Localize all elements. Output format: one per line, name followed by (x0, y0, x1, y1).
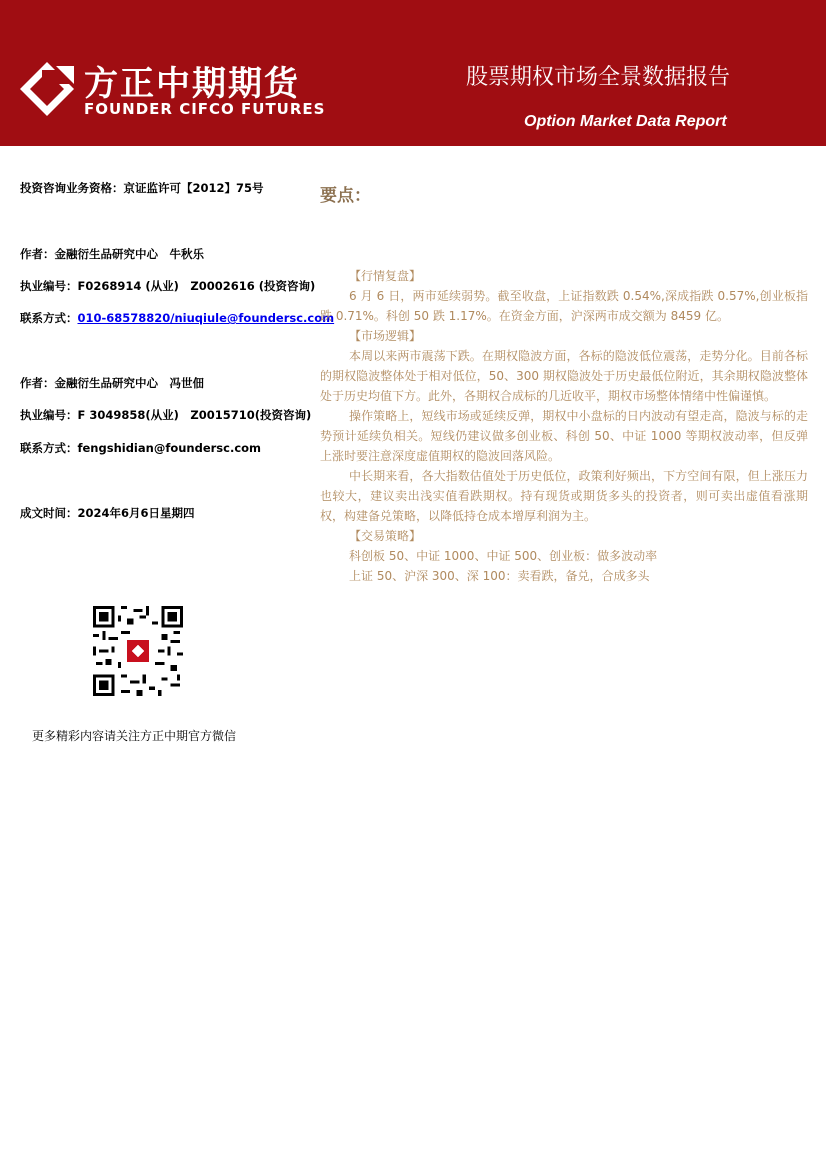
founder-logo-icon (18, 60, 76, 118)
contact-1-link[interactable]: 010-68578820/niuqiule@foundersc.com (77, 311, 335, 325)
logo-chinese-name: 方正中期期货 (84, 64, 300, 104)
section-heading-trading: 【交易策略】 (349, 529, 422, 543)
wechat-qr-code-icon (93, 606, 183, 696)
written-date: 成文时间：2024年6月6日星期四 (20, 506, 195, 520)
author-2: 作者：金融衍生品研究中心 冯世佃 (20, 376, 204, 390)
report-subtitle: Option Market Data Report (524, 113, 727, 130)
contact-1-label: 联系方式： (20, 311, 78, 325)
trading-strategy-1: 科创板 50、中证 1000、中证 500、创业板：做多波动率 (349, 549, 658, 563)
qr-caption: 更多精彩内容请关注方正中期官方微信 (32, 729, 237, 743)
cert-number-2: 执业编号：F 3049858(从业) Z0015710(投资咨询) (20, 408, 312, 422)
logo-english-name: FOUNDER CIFCO FUTURES (84, 100, 326, 118)
paragraph-long-term: 中长期来看，各大指数估值处于历史低位，政策利好频出，下方空间有限，但上涨压力也较大，建议卖出浅实值看跌期权。持有现货或期货多头的投资者，则可卖出虚值看涨期权，构建备兑策略，以降低持仓成本增厚利润为主。 (320, 469, 808, 523)
report-header (0, 0, 826, 146)
contact-1 (20, 310, 334, 326)
keypoints-title: 要点： (320, 186, 371, 206)
section-heading-logic: 【市场逻辑】 (349, 329, 422, 343)
report-title: 股票期权市场全景数据报告 (466, 65, 731, 90)
section-heading-review: 【行情复盘】 (349, 269, 422, 283)
report-body (320, 266, 808, 586)
contact-2: 联系方式：fengshidian@foundersc.com (20, 441, 262, 455)
paragraph-logic: 本周以来两市震荡下跌。在期权隐波方面，各标的隐波低位震荡，走势分化。目前各标的期权隐波整体处于相对低位，50、300 期权隐波处于历史最低位附近，其余期权隐波整体处于历史均值下方。此外，各期权合成标的几近收平，期权市场整体情绪中性偏谨慎。 (320, 349, 808, 403)
author-1: 作者：金融衍生品研究中心 牛秋乐 (20, 247, 204, 261)
license-line: 投资咨询业务资格：京证监许可【2012】75号 (20, 181, 264, 195)
paragraph-strategy: 操作策略上，短线市场或延续反弹，期权中小盘标的日内波动有望走高，隐波与标的走势预计延续负相关。短线仍建议做多创业板、科创 50、中证 1000 等期权波动率，但反弹上涨时要注意深度虚值期权的隐波回落风险。 (320, 409, 808, 463)
cert-number-1: 执业编号：F0268914 (从业) Z0002616 (投资咨询) (20, 279, 316, 293)
paragraph-review: 6 月 6 日，两市延续弱势。截至收盘，上证指数跌 0.54%,深成指跌 0.57%,创业板指跌 0.71%。科创 50 跌 1.17%。在资金方面，沪深两市成交额为 8459 亿。 (320, 289, 808, 323)
trading-strategy-2: 上证 50、沪深 300、深 100：卖看跌，备兑，合成多头 (349, 569, 650, 583)
